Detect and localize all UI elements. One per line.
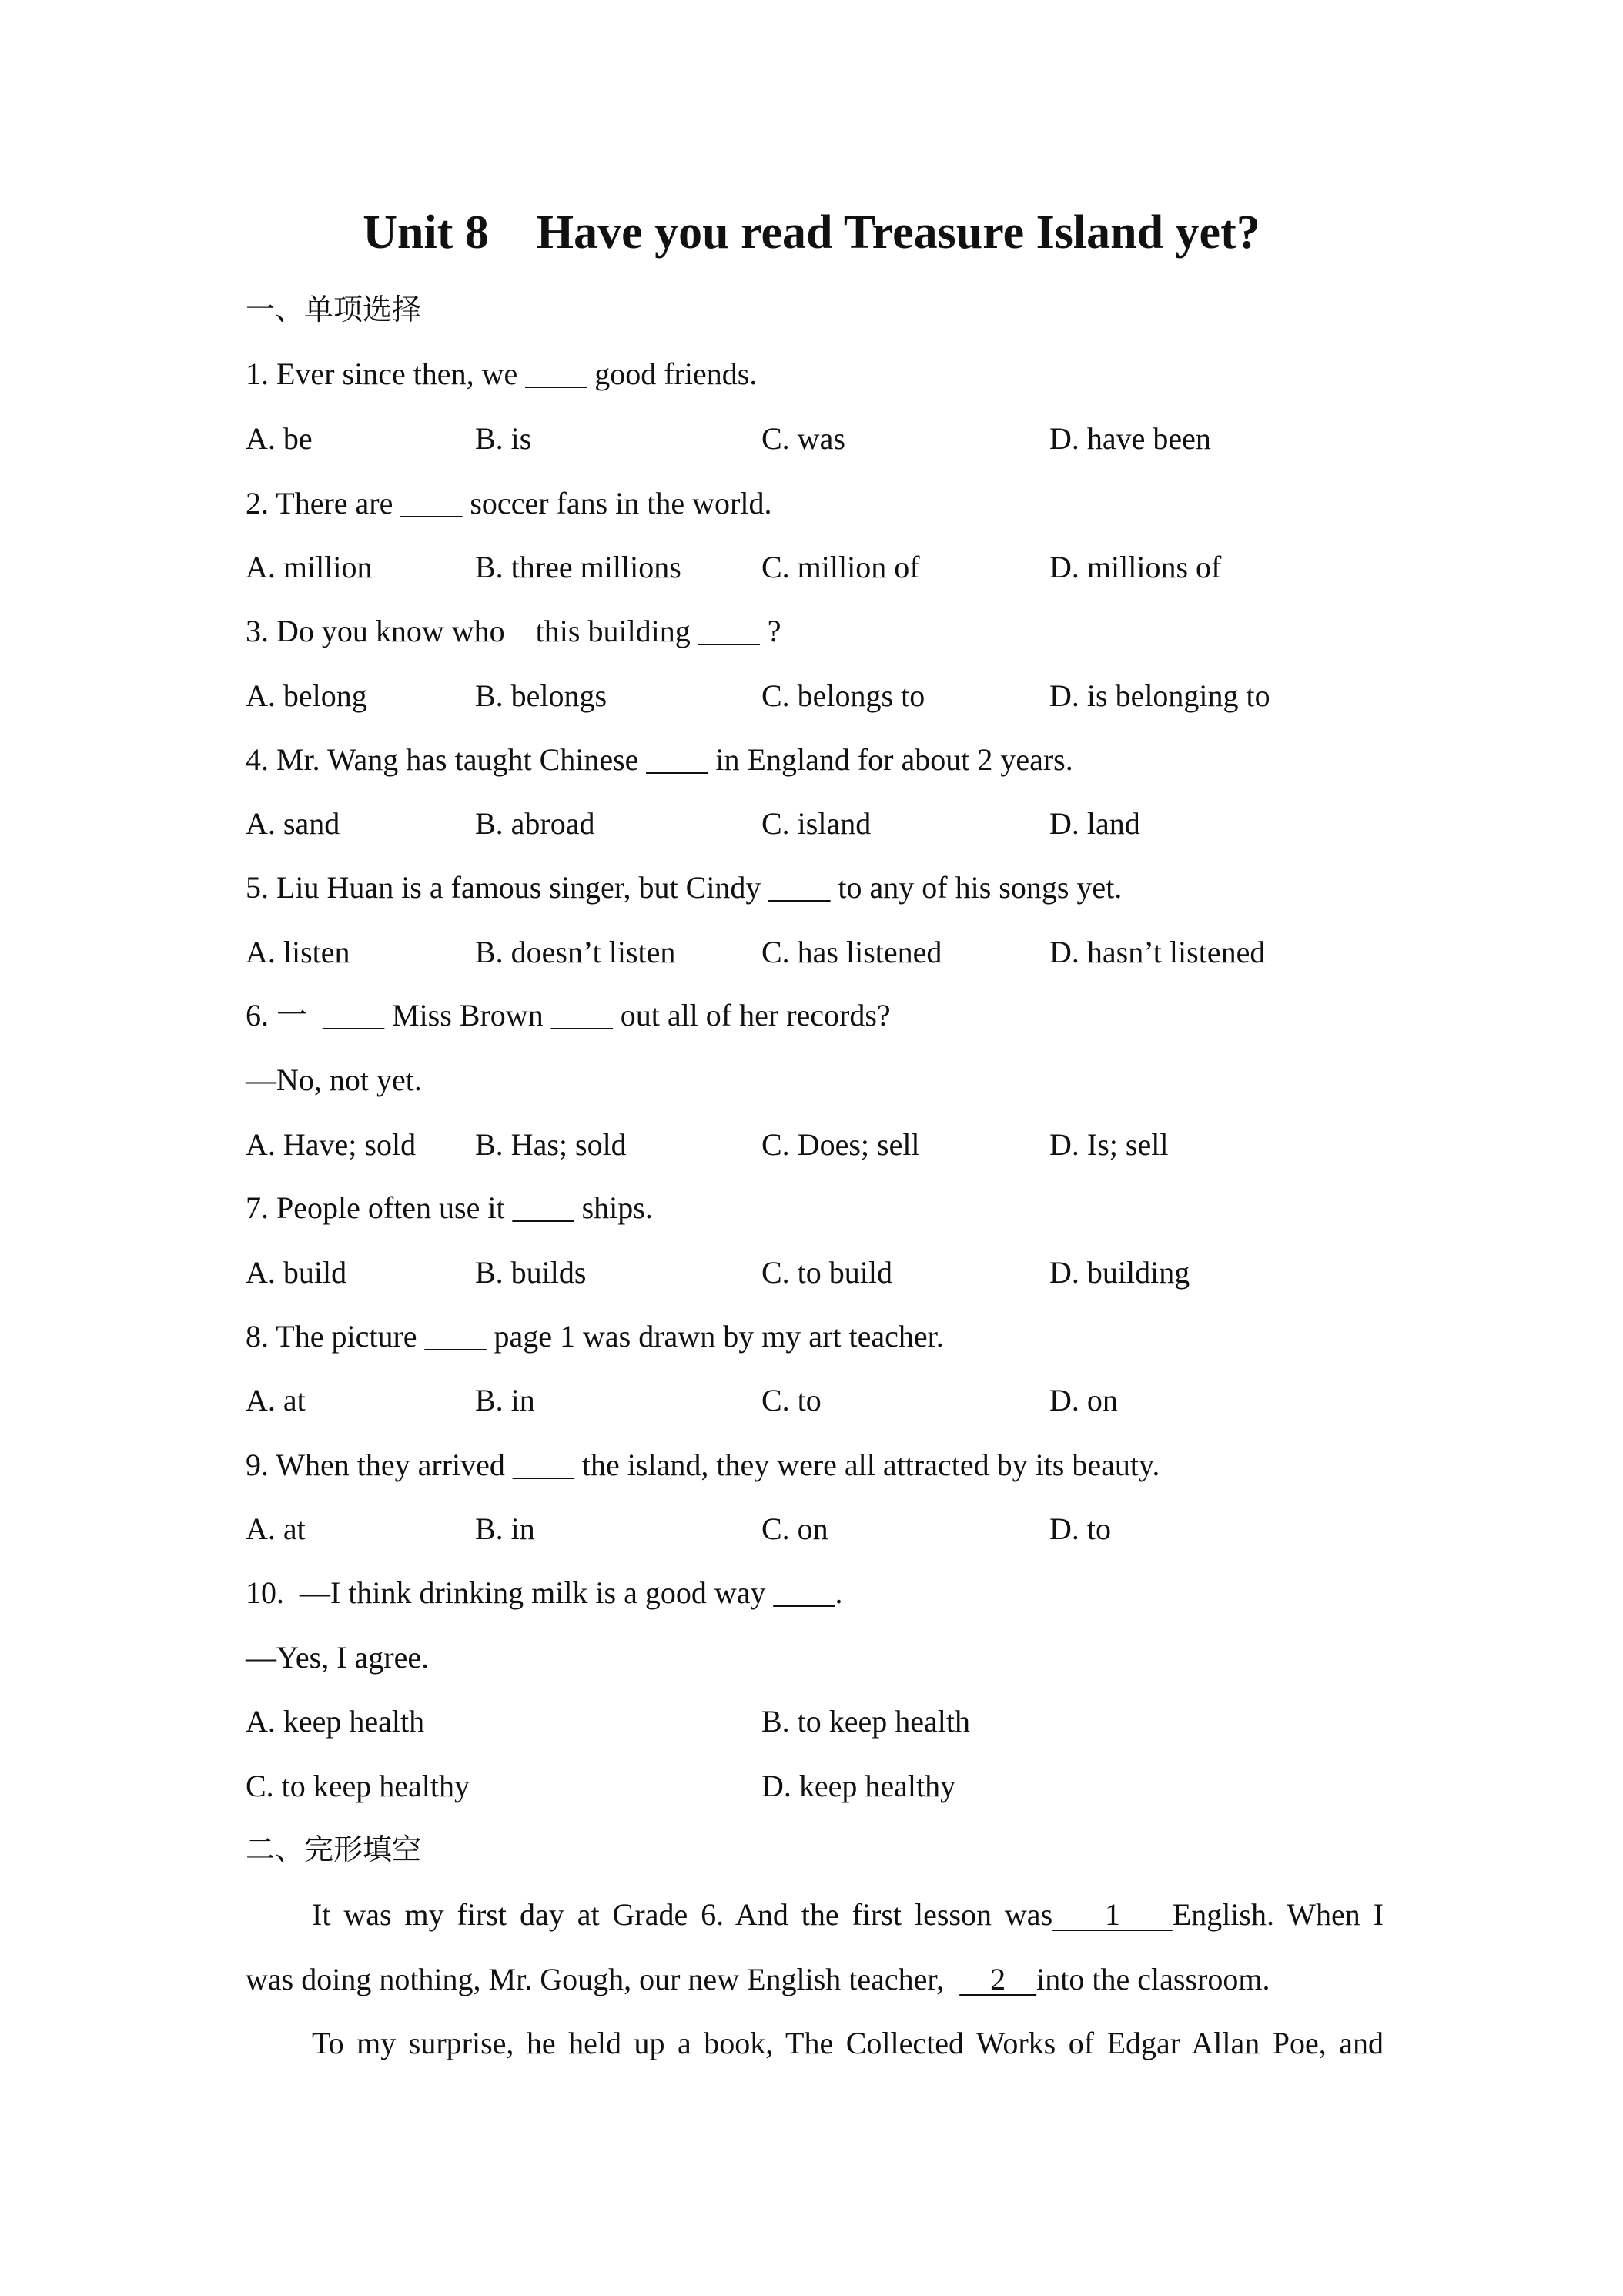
- question-1-option-a: A. be: [246, 421, 313, 456]
- question-9-stem: 9. When they arrived ____ the island, they were all attracted by its beauty.: [246, 1448, 1160, 1482]
- cloze-blank-1: 1: [1052, 1897, 1173, 1932]
- passage-text: was doing nothing, Mr. Gough, our new English teacher,: [246, 1962, 960, 1996]
- question-6-option-a: A. Have; sold: [246, 1127, 417, 1162]
- question-8-option-c: C. to: [761, 1383, 822, 1417]
- question-6-response: —No, not yet.: [246, 1063, 422, 1097]
- passage-line-1: [246, 1894, 1384, 1936]
- cloze-blank-2: 2: [959, 1962, 1037, 1996]
- question-4-option-c: C. island: [761, 806, 872, 841]
- question-5-stem: 5. Liu Huan is a famous singer, but Cindy ____ to any of his songs yet.: [246, 870, 1123, 905]
- question-4-option-a: A. sand: [246, 806, 340, 841]
- question-7-option-b: B. builds: [475, 1255, 587, 1290]
- passage-text: To my surprise, he held up a book, The Collected Works of Edgar Allan Poe, and: [312, 2026, 1384, 2060]
- question-4-option-b: B. abroad: [475, 806, 595, 841]
- question-1-option-b: B. is: [475, 421, 532, 456]
- question-6-option-c: C. Does; sell: [761, 1127, 920, 1162]
- question-8-option-a: A. at: [246, 1383, 306, 1417]
- question-5-option-b: B. doesn’t listen: [475, 935, 676, 969]
- question-3-stem: 3. Do you know who this building ____ ?: [246, 614, 781, 648]
- passage-text: It was my first day at Grade 6. And the first lesson was: [312, 1897, 1053, 1932]
- passage-line-3: [246, 2023, 1384, 2064]
- question-7-option-a: A. build: [246, 1255, 347, 1290]
- question-1-stem: 1. Ever since then, we ____ good friends.: [246, 356, 758, 391]
- question-8-stem: 8. The picture ____ page 1 was drawn by my art teacher.: [246, 1319, 944, 1354]
- section-heading-multiple-choice: 一、单项选择: [246, 293, 422, 326]
- question-9-option-d: D. to: [1049, 1511, 1111, 1546]
- question-5-option-d: D. hasn’t listened: [1049, 935, 1266, 969]
- question-3-option-a: A. belong: [246, 678, 367, 713]
- question-1-option-c: C. was: [761, 421, 845, 456]
- question-5-option-a: A. listen: [246, 935, 350, 969]
- question-8-option-d: D. on: [1049, 1383, 1118, 1417]
- question-9-option-b: B. in: [475, 1511, 535, 1546]
- question-4-option-d: D. land: [1049, 806, 1140, 841]
- question-2-stem: 2. There are ____ soccer fans in the world.: [246, 486, 772, 520]
- question-5-option-c: C. has listened: [761, 935, 942, 969]
- section-heading-cloze: 二、完形填空: [246, 1832, 422, 1866]
- question-4-stem: 4. Mr. Wang has taught Chinese ____ in England for about 2 years.: [246, 742, 1073, 777]
- question-9-option-c: C. on: [761, 1511, 828, 1546]
- question-2-option-b: B. three millions: [475, 550, 681, 584]
- question-3-option-c: C. belongs to: [761, 678, 925, 713]
- question-6-option-b: B. Has; sold: [475, 1127, 627, 1162]
- question-10-option-b: B. to keep health: [761, 1704, 971, 1739]
- question-1-option-d: D. have been: [1049, 421, 1211, 456]
- question-3-option-d: D. is belonging to: [1049, 678, 1270, 713]
- question-6-stem: 6. 一 ____ Miss Brown ____ out all of her records?: [246, 998, 891, 1033]
- question-3-option-b: B. belongs: [475, 678, 607, 713]
- question-10-option-a: A. keep health: [246, 1704, 425, 1739]
- question-10-response: —Yes, I agree.: [246, 1640, 430, 1675]
- question-7-option-c: C. to build: [761, 1255, 893, 1290]
- question-8-option-b: B. in: [475, 1383, 535, 1417]
- question-2-option-c: C. million of: [761, 550, 920, 584]
- question-2-option-a: A. million: [246, 550, 373, 584]
- question-10-option-d: D. keep healthy: [761, 1769, 956, 1803]
- question-10-option-c: C. to keep healthy: [246, 1769, 470, 1803]
- page-title: Unit 8 Have you read Treasure Island yet?: [363, 206, 1260, 259]
- question-6-option-d: D. Is; sell: [1049, 1127, 1169, 1162]
- question-9-option-a: A. at: [246, 1511, 306, 1546]
- question-7-option-d: D. building: [1049, 1255, 1190, 1290]
- passage-line-2: [246, 1959, 1384, 2000]
- question-10-stem: 10. —I think drinking milk is a good way ____.: [246, 1575, 843, 1610]
- passage-text: English. When I: [1172, 1897, 1384, 1932]
- question-7-stem: 7. People often use it ____ ships.: [246, 1190, 653, 1225]
- question-2-option-d: D. millions of: [1049, 550, 1222, 584]
- passage-text: into the classroom.: [1036, 1962, 1270, 1996]
